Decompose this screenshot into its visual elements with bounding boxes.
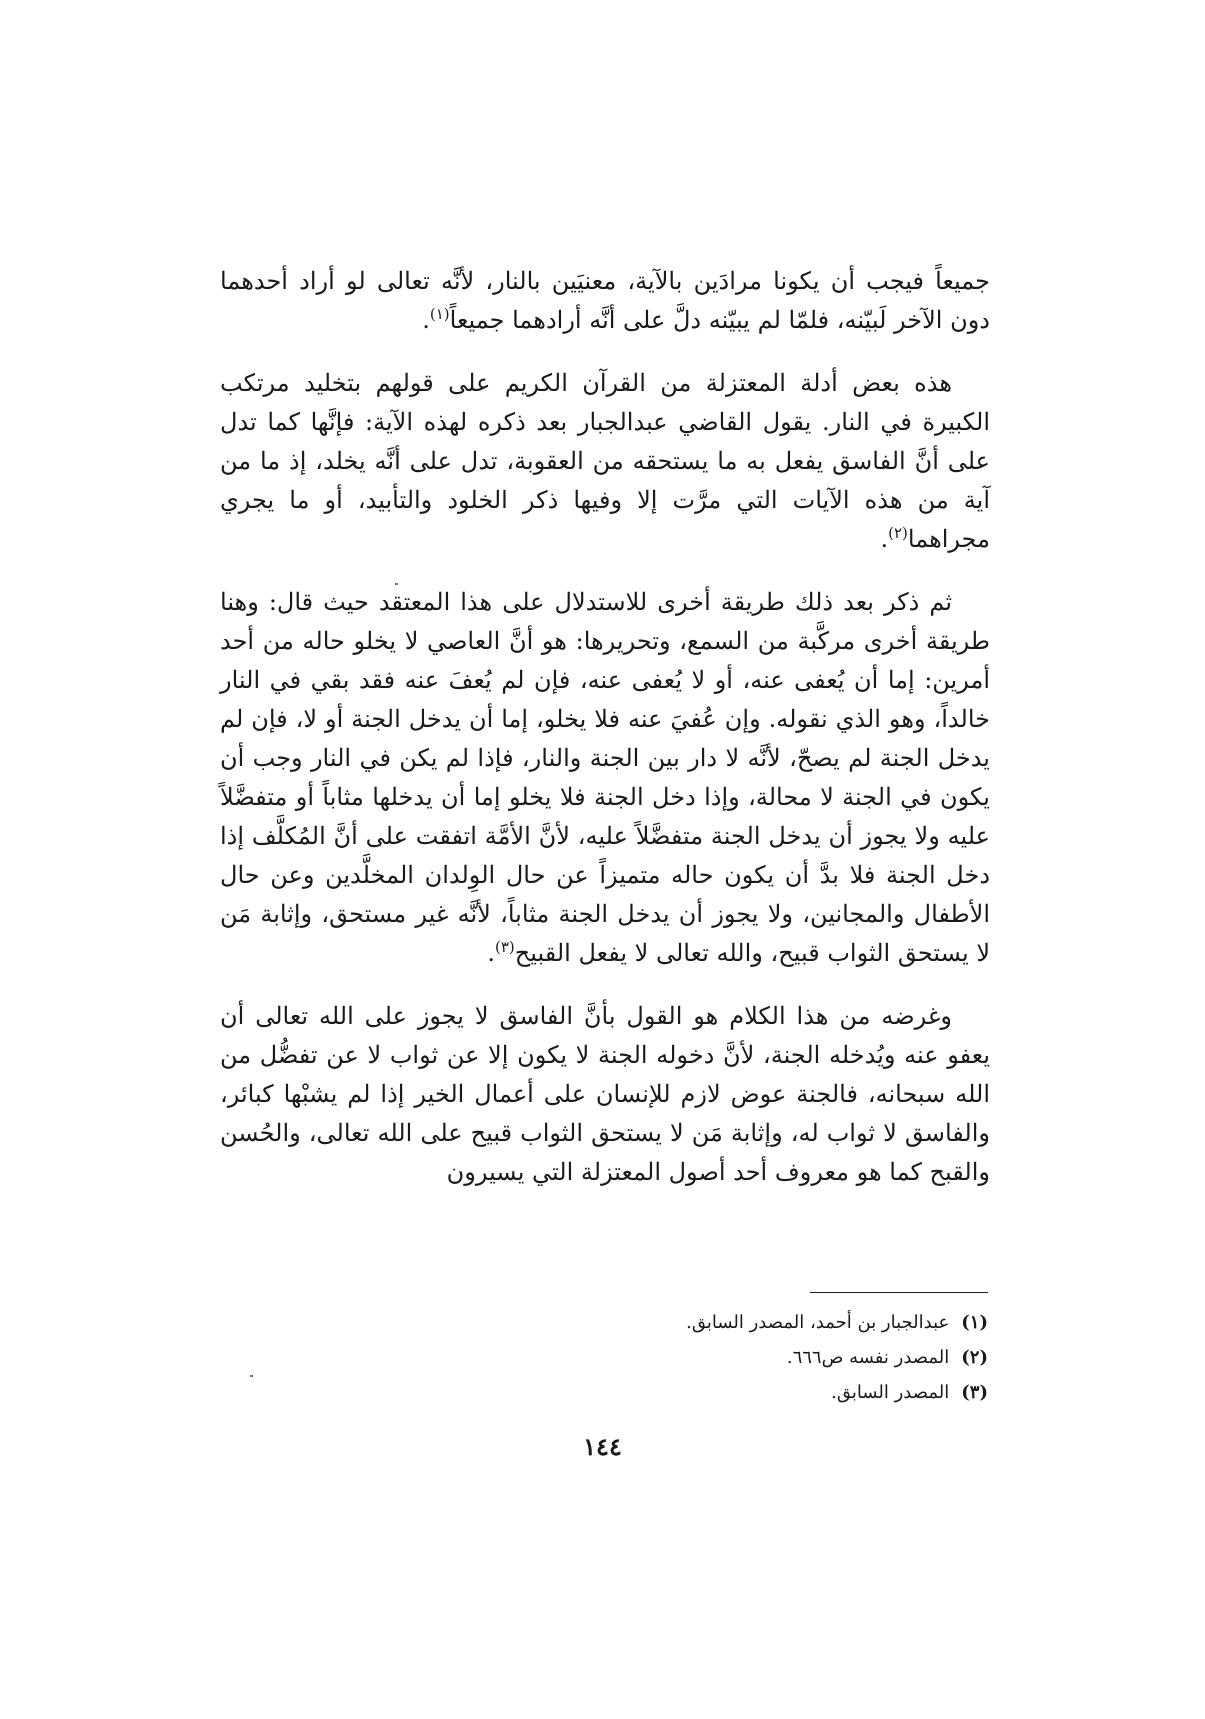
scan-speck (250, 1375, 253, 1377)
paragraph-1-end: . (422, 306, 430, 334)
footnote-2 (500, 1340, 988, 1375)
footnote-3-text: المصدر السابق. (831, 1382, 950, 1403)
paragraph-2 (220, 364, 990, 559)
paragraph-2-text: هذه بعض أدلة المعتزلة من القرآن الكريم على قولهم بتخليد مرتكب الكبيرة في النار. يقول القاضي عبدالجبار بعد ذكره لهذه الآية: فإنَّها كما تدل على أنَّ الفاسق يفعل به ما يستحقه من العقوبة، تدل على أنَّه يخلد، إذ ما من آية من هذه الآيات التي مرَّت إلا وفيها ذكر الخلود والتأبيد، أو ما يجري مجراهما (220, 369, 991, 553)
footnote-2-number: (٢) (961, 1347, 988, 1368)
paragraph-1-text: جميعاً فيجب أن يكونا مرادَين بالآية، معنيَين بالنار، لأنَّه تعالى لو أراد أحدهما دون الآخر لَبيّنه، فلمّا لم يبيّنه دلَّ على أنَّه أرادهما جميعاً (220, 267, 990, 334)
footnote-1-number: (١) (961, 1312, 988, 1333)
body-text (220, 262, 990, 1192)
paragraph-3-text: ثم ذكر بعد ذلك طريقة أخرى للاستدلال على هذا المعتقد حيث قال: وهنا طريقة أخرى مركَّبة من السمع، وتحريرها: هو أنَّ العاصي لا يخلو حاله من أحد أمرين: إما أن يُعفى عنه، أو لا يُعفى عنه، فإن لم يُعفَ عنه فقد بقي في النار خالداً، وهو الذي نقوله. وإن عُفيَ عنه فلا يخلو، إما أن يدخل الجنة أو لا، فإن لم يدخل الجنة لم يصحّ، لأنَّه لا دار بين الجنة والنار، فإذا لم يكن في النار وجب أن يكون في الجنة لا محالة، وإذا دخل الجنة فلا يخلو إما أن يدخلها مثاباً أو متفضَّلاً عليه ولا يجوز أن يدخل الجنة متفضَّلاً عليه، لأنَّ الأمَّة اتفقت على أنَّ المُكلَّف إذا دخل الجنة فلا بدَّ أن يكون حاله متميزاً عن حال الوِلدان المخلَّدين وعن حال الأطفال والمجانين، ولا يجوز أن يدخل الجنة مثاباً، لأنَّه غير مستحق، وإثابة مَن لا يستحق الثواب قبيح، والله تعالى لا يفعل القبيح (220, 588, 990, 967)
paragraph-4-text: وغرضه من هذا الكلام هو القول بأنَّ الفاسق لا يجوز على الله تعالى أن يعفو عنه ويُدخله الجنة، لأنَّ دخوله الجنة لا يكون إلا عن ثواب لا عن تفضُّل من الله سبحانه، فالجنة عوض لازم للإنسان على أعمال الخير إذا لم يشبْها كبائر، والفاسق لا ثواب له، وإثابة مَن لا يستحق الثواب قبيح على الله تعالى، والحُسن والقبح كما هو معروف أحد أصول المعتزلة التي يسيرون (220, 1002, 990, 1186)
footnote-divider (810, 1292, 988, 1293)
footnote-2-text: المصدر نفسه ص٦٦٦. (786, 1347, 950, 1368)
footnote-1-text: عبدالجبار بن أحمد، المصدر السابق. (686, 1312, 950, 1333)
footnote-ref-2: (٢) (888, 524, 908, 542)
paragraph-2-end: . (880, 525, 889, 553)
paragraph-1 (220, 262, 990, 340)
footnote-3-number: (٣) (961, 1382, 988, 1403)
page-number: ١٤٤ (583, 1432, 622, 1461)
scan-speck (395, 583, 398, 585)
paragraph-4 (220, 997, 990, 1192)
paragraph-3 (220, 583, 990, 973)
footnote-3 (500, 1375, 988, 1410)
footnote-ref-3: (٣) (494, 938, 515, 956)
footnotes (500, 1305, 988, 1410)
paragraph-3-end: . (487, 939, 495, 967)
footnote-1 (500, 1305, 988, 1340)
footnote-ref-1: (١) (429, 305, 450, 323)
